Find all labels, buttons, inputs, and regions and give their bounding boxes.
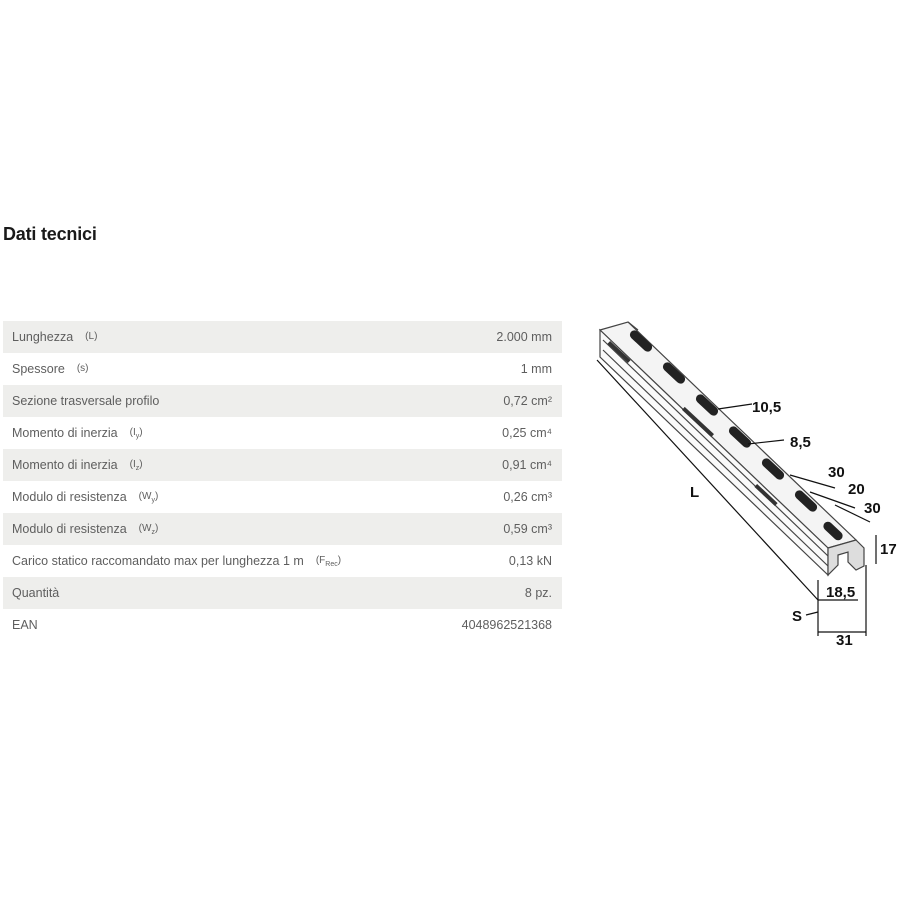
spec-row [3, 577, 562, 609]
spec-label: Spessore [12, 362, 65, 376]
spec-value: 0,59 cm³ [503, 522, 552, 536]
spec-row [3, 481, 562, 513]
spec-row [3, 545, 562, 577]
spec-symbol: $(I_y)$ [129, 426, 143, 440]
spec-row [3, 385, 562, 417]
spec-row [3, 513, 562, 545]
dim-slot-length: 10,5 [752, 399, 782, 416]
dim-height: 17 [880, 541, 897, 558]
spec-value: 0,26 cm³ [503, 490, 552, 504]
dim-thickness: S [792, 608, 803, 625]
spec-label: Lunghezza [12, 330, 74, 344]
page-title: Dati tecnici [3, 224, 97, 244]
spec-label: Quantità [12, 586, 60, 600]
spec-row [3, 417, 562, 449]
channel-outline [600, 322, 864, 575]
spec-row [3, 609, 562, 641]
spec-value: 8 pz. [524, 586, 552, 600]
spec-symbol: $(W_y)$ [138, 490, 159, 504]
dim-width: 31 [836, 632, 853, 649]
spec-label: Sezione trasversale profilo [12, 394, 160, 408]
spec-value: 4048962521368 [461, 618, 552, 632]
spec-value: 0,72 cm² [503, 394, 552, 408]
dim-length: L [690, 484, 700, 501]
spec-label: EAN [12, 618, 38, 632]
spec-value: 0,13 kN [508, 554, 552, 568]
spec-symbol: (s) [76, 362, 89, 374]
spec-value: 2.000 mm [496, 330, 552, 344]
spec-row [3, 321, 562, 353]
spec-symbol: $(F_{Rec})$ [315, 554, 342, 568]
dim-spacing-c: 30 [864, 500, 881, 517]
spec-row [3, 353, 562, 385]
dim-spacing-b: 20 [848, 481, 865, 498]
strut-channel-drawing [580, 310, 900, 650]
dim-opening: 18,5 [826, 584, 856, 601]
dim-spacing-a: 30 [828, 464, 845, 481]
dim-slot-width: 8,5 [790, 434, 811, 451]
spec-value: 1 mm [520, 362, 552, 376]
spec-value: 0,91 cm⁴ [502, 458, 552, 472]
spec-symbol: (L) [85, 330, 98, 342]
spec-label: Modulo di resistenza [12, 490, 127, 504]
spec-label: Momento di inerzia [12, 426, 118, 440]
spec-label: Modulo di resistenza [12, 522, 127, 536]
spec-label: Carico statico raccomandato max per lunghezza 1 m [12, 554, 304, 568]
spec-table [3, 321, 562, 641]
spec-symbol: $(I_z)$ [129, 458, 143, 472]
spec-label: Momento di inerzia [12, 458, 118, 472]
spec-symbol: $(W_z)$ [138, 522, 159, 536]
spec-value: 0,25 cm⁴ [502, 426, 552, 440]
spec-row [3, 449, 562, 481]
